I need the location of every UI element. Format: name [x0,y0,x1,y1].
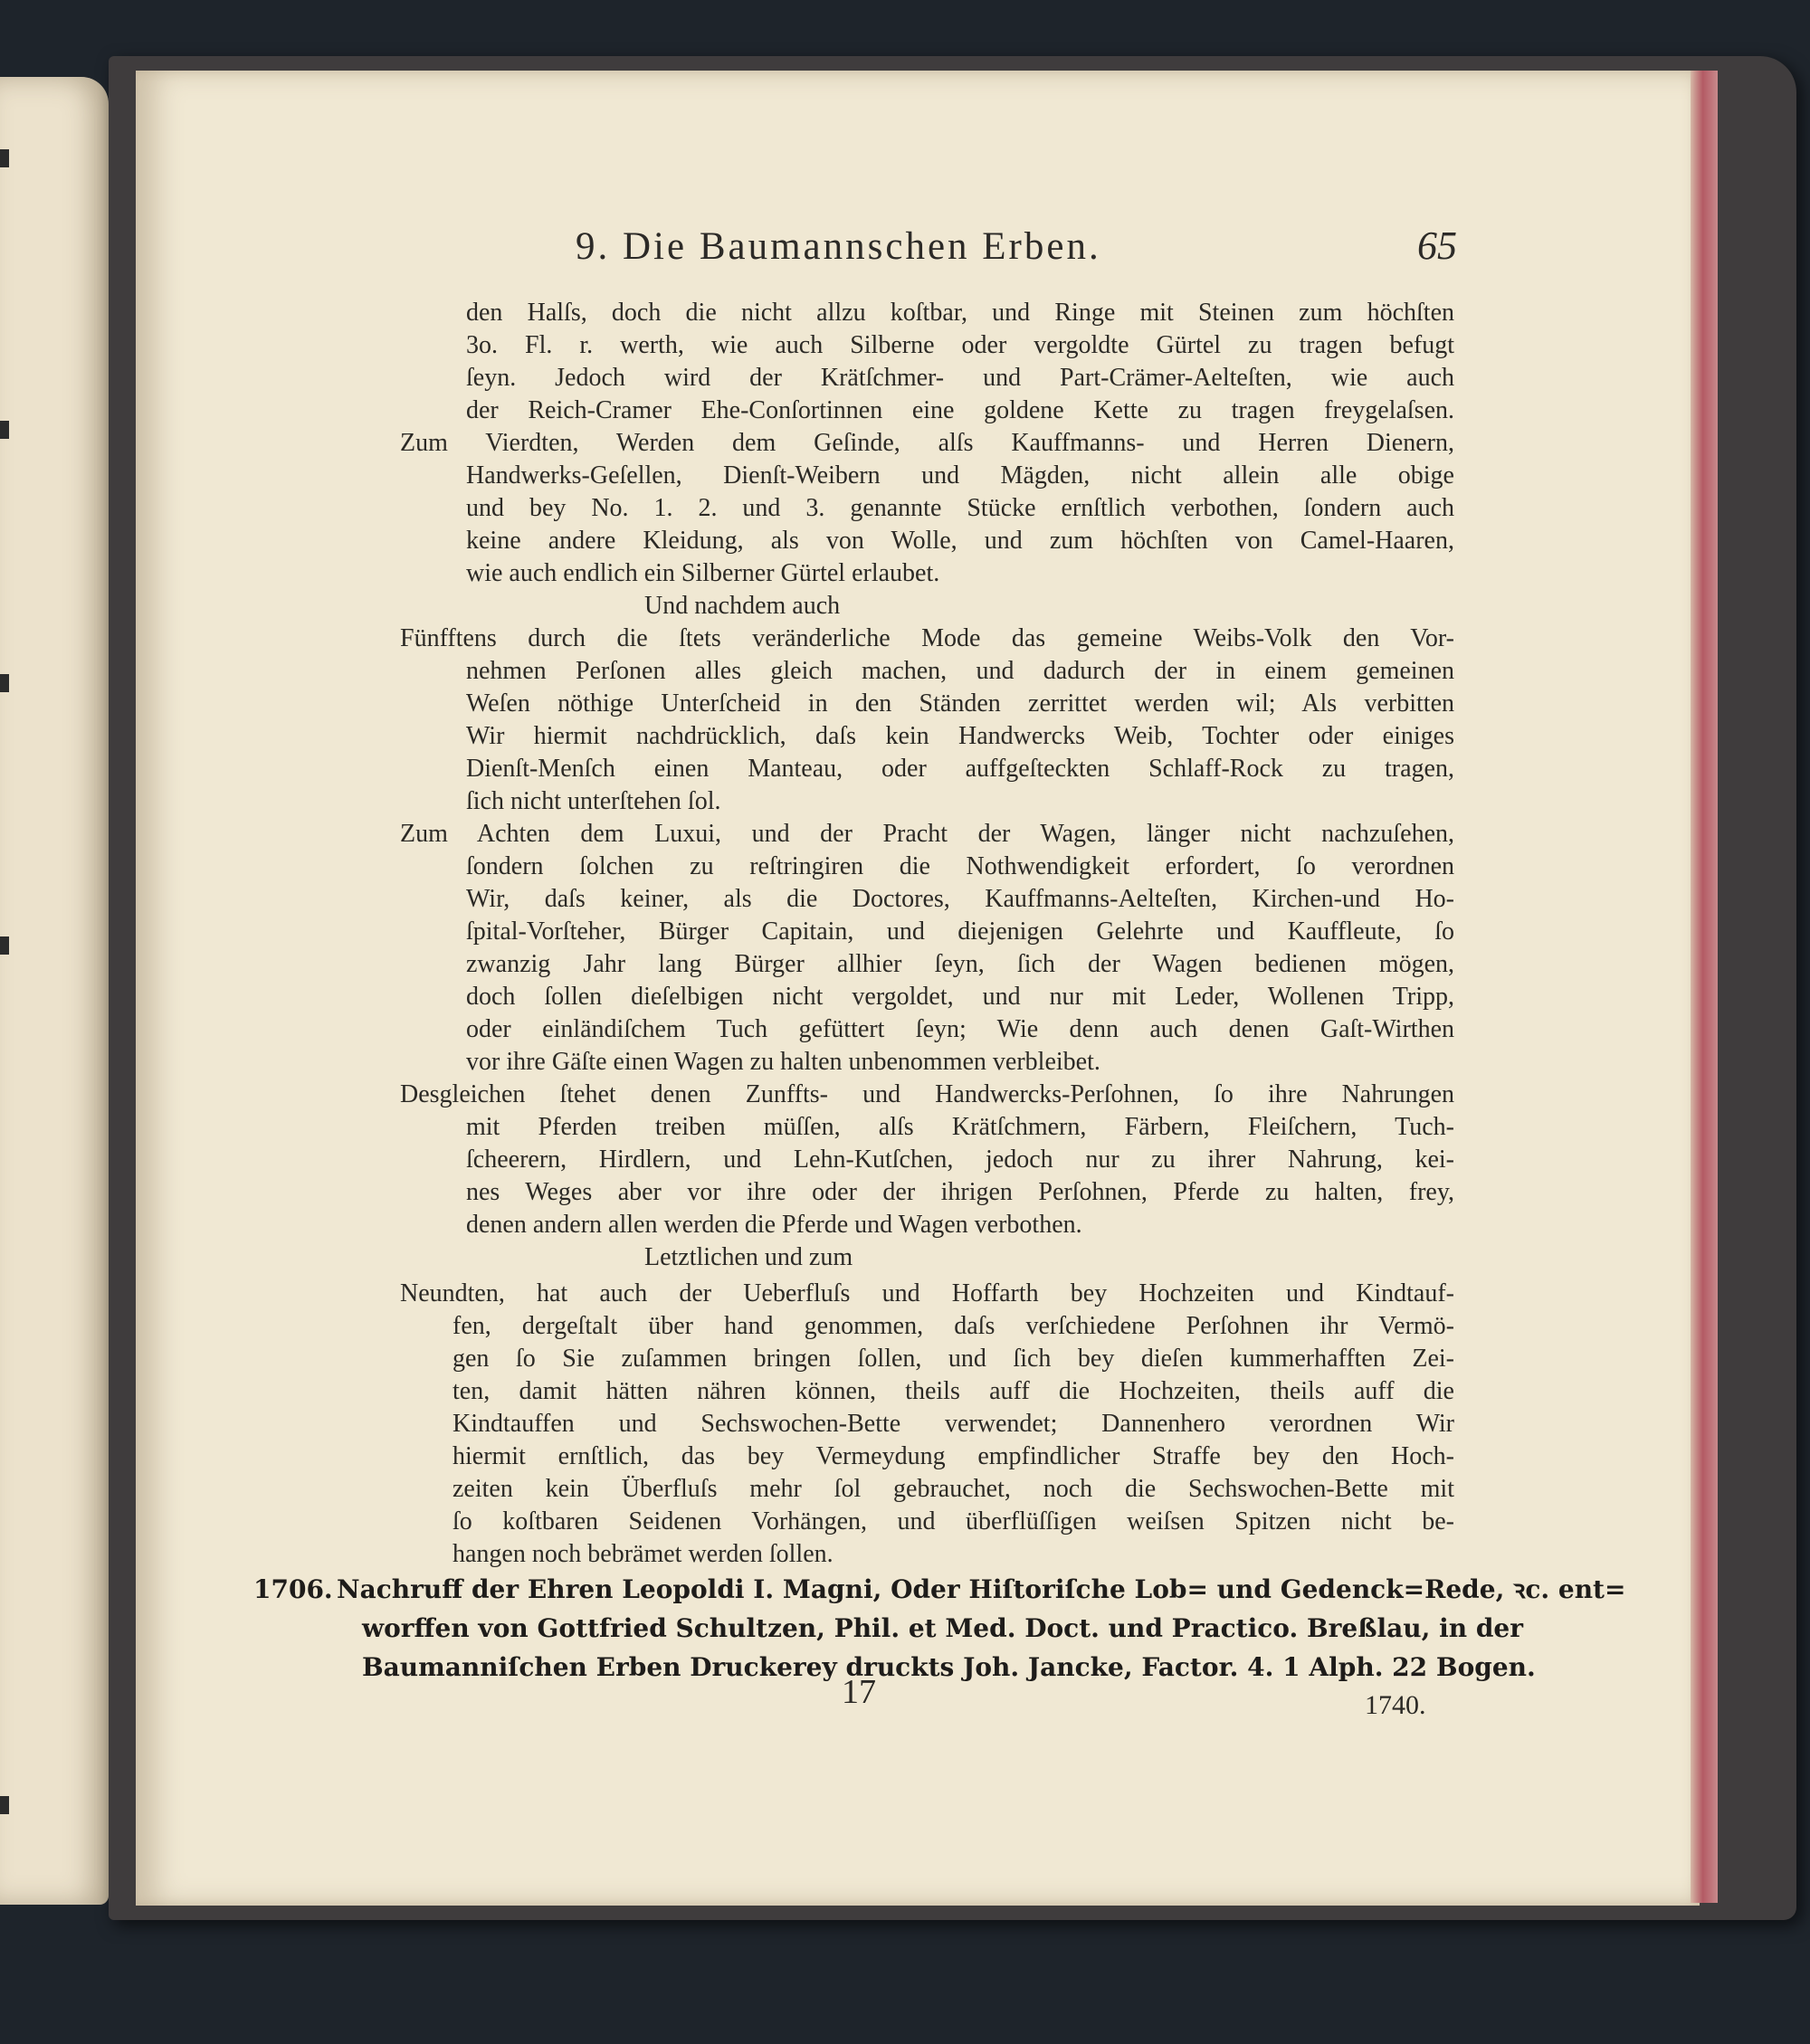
text-line: ſeyn. Jedoch wird der Krätſchmer- und Part-Crämer-Aelteſten, wie auch [466,364,1454,392]
text-line: keine andere Kleidung, als von Wolle, und zum höchſten von Camel-Haaren, [466,527,1454,555]
entry-line: worffen von Gottfried Schultzen, Phil. et Med. Doct. und Practico. Breßlau, in der [362,1613,1523,1643]
text-line: Wir, daſs keiner, als die Doctores, Kauffmanns-Aelteſten, Kirchen-und Ho- [466,885,1454,913]
text-line: 3o. Fl. r. werth, wie auch Silberne oder vergoldte Gürtel zu tragen befugt [466,331,1454,359]
text-line: Zum Vierdten, Werden dem Geſinde, alſs Kauffmanns- und Herren Dienern, [400,429,1454,457]
text-line: zeiten kein Überfluſs mehr ſol gebrauchet, noch die Sechswochen-Bette mit [452,1475,1454,1503]
text-line: Dienſt-Menſch einen Manteau, oder auffgeſteckten Schlaff-Rock zu tragen, [466,755,1454,783]
text-line: Weſen nöthige Unterſcheid in den Ständen zerrittet werden wil; Als verbitten [466,689,1454,718]
page-number: 65 [1417,223,1457,268]
text-line: Letztlichen und zum [644,1243,853,1271]
facing-page-edge [0,77,109,1905]
text-line: doch ſollen dieſelbigen nicht vergoldet, und nur mit Leder, Wollenen Tripp, [466,983,1454,1011]
text-line: oder einländiſchem Tuch gefüttert ſeyn; Wie denn auch denen Gaſt-Wirthen [466,1015,1454,1043]
text-line: wie auch endlich ein Silberner Gürtel erlaubet. [466,559,940,587]
text-line: Wir hiermit nachdrücklich, daſs kein Handwercks Weib, Tochter oder einiges [466,722,1454,750]
text-line: den Halſs, doch die nicht allzu koſtbar, und Ringe mit Steinen zum höchſten [466,299,1454,327]
entry-line: Baumanniſchen Erben Druckerey druckts Joh. Jancke, Factor. 4. 1 Alph. 22 Bogen. [362,1652,1536,1682]
entry-line: Nachruff der Ehren Leopoldi I. Magni, Oder Hiſtoriſche Lob= und Gedenck=Rede, ꝛc. ent= [337,1574,1626,1604]
text-line: Und nachdem auch [644,592,841,620]
text-line: mit Pferden treiben müſſen, alſs Krätſchmern, Färbern, Fleiſchern, Tuch- [466,1113,1454,1141]
binding-mark [0,421,9,439]
signature-mark: 17 [842,1673,876,1711]
binding-mark [0,1796,9,1814]
text-line: der Reich-Cramer Ehe-Conſortinnen eine goldene Kette zu tragen freygelaſsen. [466,396,1454,424]
text-line: zwanzig Jahr lang Bürger allhier ſeyn, ſich der Wagen bedienen mögen, [466,950,1454,978]
text-line: Neundten, hat auch der Ueberfluſs und Hoffarth bey Hochzeiten und Kindtauf- [400,1279,1454,1307]
text-line: hiermit ernſtlich, das bey Vermeydung empfindlicher Straffe bey den Hoch- [452,1442,1454,1470]
text-line: hangen noch bebrämet werden ſollen. [452,1540,834,1568]
text-line: Kindtauffen und Sechswochen-Bette verwendet; Dannenhero verordnen Wir [452,1410,1454,1438]
text-line: Handwerks-Geſellen, Dienſt-Weibern und Mägden, nicht allein alle obige [466,461,1454,490]
text-line: nehmen Perſonen alles gleich machen, und dadurch der in einem gemeinen [466,657,1454,685]
running-title: 9. Die Baumannschen Erben. [576,225,1101,268]
text-line: Zum Achten dem Luxui, und der Pracht der Wagen, länger nicht nachzuſehen, [400,820,1454,848]
text-line: ſich nicht unterſtehen ſol. [466,787,721,815]
text-line: ten, damit hätten nähren können, theils auff die Hochzeiten, theils auff die [452,1377,1454,1405]
text-line: ſpital-Vorſteher, Bürger Capitain, und diejenigen Gelehrte und Kauffleute, ſo [466,917,1454,946]
text-line: vor ihre Gäſte einen Wagen zu halten unbenommen verbleibet. [466,1048,1100,1076]
binding-mark [0,674,9,692]
binding-mark [0,149,9,167]
text-line: und bey No. 1. 2. und 3. genannte Stücke ernſtlich verbothen, ſondern auch [466,494,1454,522]
binding-mark [0,936,9,955]
text-line: nes Weges aber vor ihre oder der ihrigen Perſohnen, Pferde zu halten, frey, [466,1178,1454,1206]
text-line: Desgleichen ſtehet denen Zunffts- und Handwercks-Perſohnen, ſo ihre Nahrungen [400,1080,1454,1108]
catchword: 1740. [1365,1690,1426,1720]
entry-year: 1706. [253,1574,333,1604]
running-header [576,224,1457,279]
text-line: fen, dergeſtalt über hand genommen, daſs verſchiedene Perſohnen ihr Vermö- [452,1312,1454,1340]
text-line: ſcheerern, Hirdlern, und Lehn-Kutſchen, jedoch nur zu ihrer Nahrung, kei- [466,1146,1454,1174]
text-line: gen ſo Sie zuſammen bringen ſollen, und ſich bey dieſen kummerhafften Zei- [452,1345,1454,1373]
page-edge-red [1691,71,1718,1903]
text-line: denen andern allen werden die Pferde und Wagen verbothen. [466,1211,1082,1239]
text-line: Fünfftens durch die ſtets veränderliche Mode das gemeine Weibs-Volk den Vor- [400,624,1454,652]
text-line: ſondern ſolchen zu reſtringiren die Nothwendigkeit erfordert, ſo verordnen [466,852,1454,880]
text-line: ſo koſtbaren Seidenen Vorhängen, und überflüſſigen weiſsen Spitzen nicht be- [452,1507,1454,1535]
